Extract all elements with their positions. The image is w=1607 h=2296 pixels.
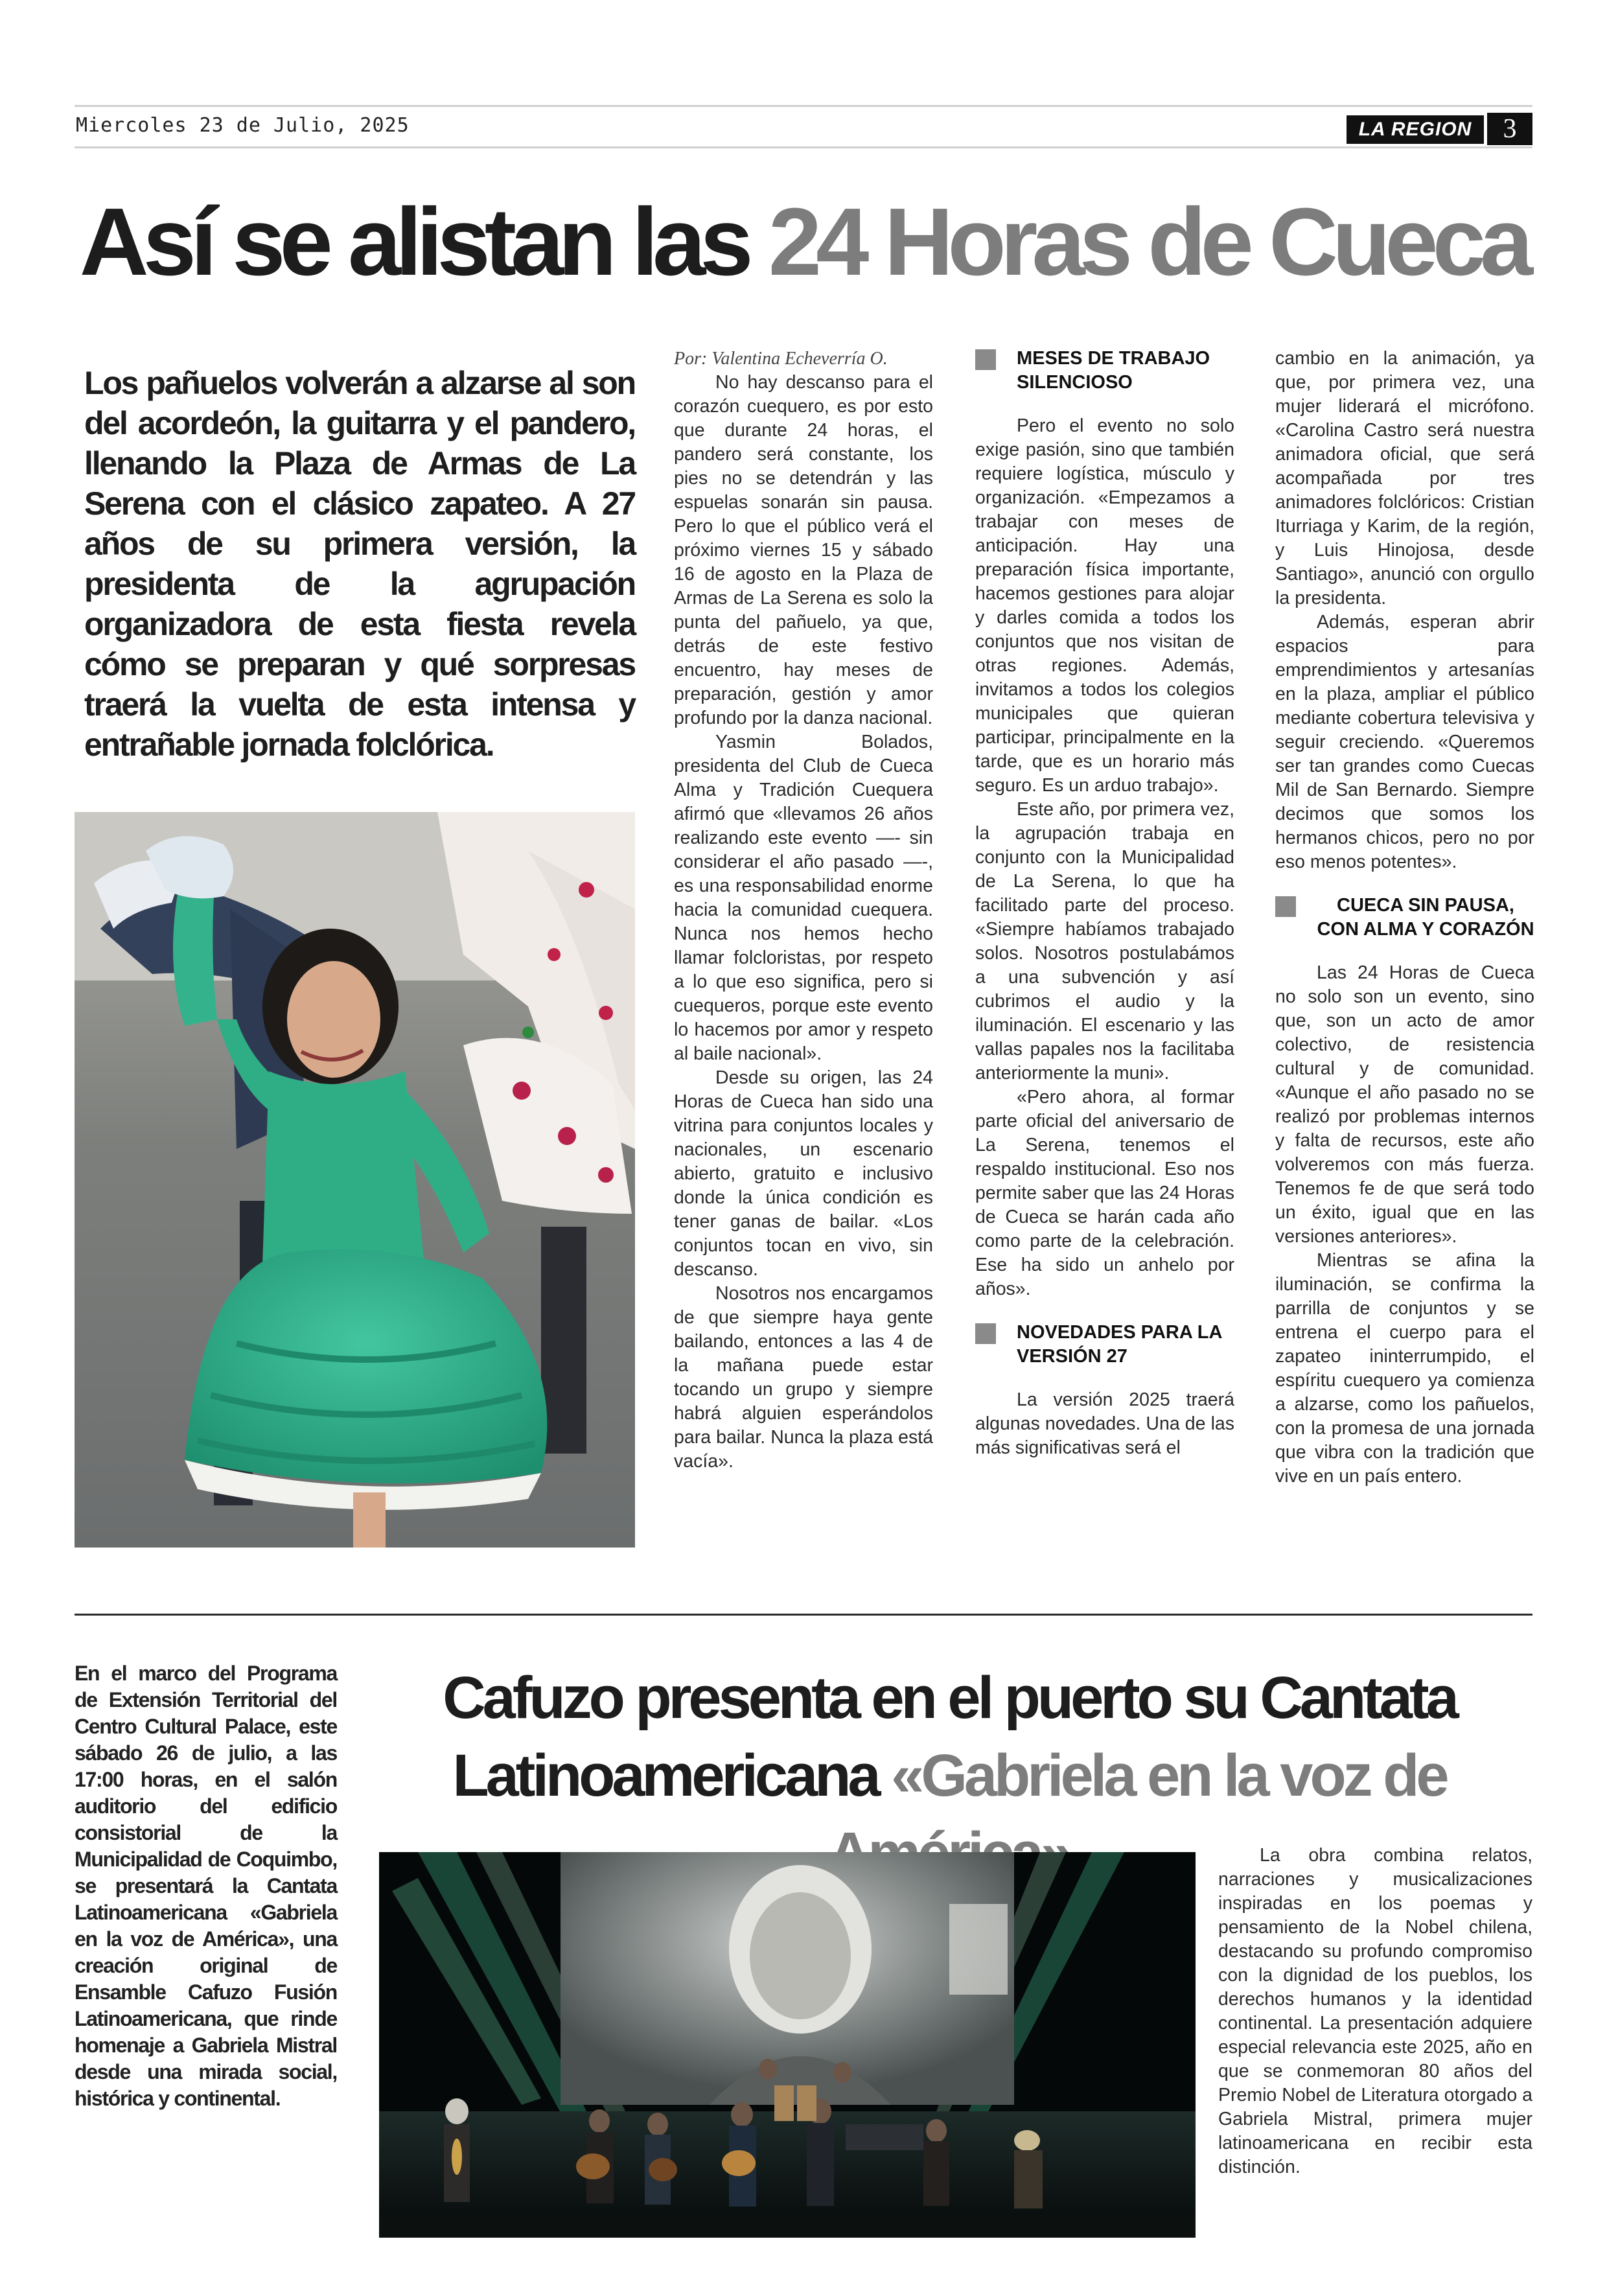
paragraph: Este año, por primera vez, la agrupación trabaja en conjunto con la Municipalidad de La Serena, lo que ha facilitado parte del proceso. «Siempre habíamos trabajado solos. Nosotros postulabámos a una subvención y así cubrimos el audio y la iluminación. El escenario y las vallas papales nos la facilitaba anteriormente la muni». bbox=[975, 799, 1234, 1084]
paragraph: La obra combina relatos, narraciones y musicalizaciones inspiradas en los poemas y pensamiento de la Nobel chilena, destacando su profundo compromiso con la dignidad de los pueblos, los derechos humanos y la identidad continental. La presentación adquiere especial relevancia este 2025, año en que se conmemoran 80 años del Premio Nobel de Literatura otorgado a Gabriela Mistral, primera mujer latinoamericana en recibir esta distinción. bbox=[1218, 1845, 1532, 2177]
subheading-square-icon bbox=[975, 1323, 996, 1344]
paragraph: Desde su origen, las 24 Horas de Cueca han sido una vitrina para conjuntos locales y nacionales, un escenario abierto, gratuito e inclusivo donde la única condición es tener ganas de bailar. «Los conjuntos tocan en vivo, sin descanso. bbox=[674, 1067, 933, 1280]
article-column-1 bbox=[674, 347, 933, 1474]
subheading-text: NOVEDADES PARA LA VERSIÓN 27 bbox=[1017, 1322, 1222, 1367]
page-number: 3 bbox=[1487, 113, 1532, 145]
subheading bbox=[1275, 894, 1534, 942]
article-title-dark: Así se alistan las bbox=[79, 189, 748, 296]
article-lead: Los pañuelos volverán a alzarse al son del acordeón, la guitarra y el pandero, llenando la Plaza de Armas de La Serena con el clásico zapateo. A 27 años de su primera versión, la presidenta de la agrupación organizadora de esta fiesta revela cómo se preparan y qué sorpresas traerá la vuelta de esta intensa y entrañable jornada folclórica. bbox=[84, 365, 635, 763]
subheading-square-icon bbox=[975, 349, 996, 370]
issue-date: Miercoles 23 de Julio, 2025 bbox=[76, 114, 410, 137]
article2-title-dark: Latinoamericana bbox=[452, 1743, 878, 1809]
article-title-grey: 24 Horas de Cueca bbox=[768, 189, 1528, 296]
article2-sidebar: En el marco del Programa de Extensión Territorial del Centro Cultural Palace, este sábado 26 de julio, a las 17:00 horas, en el salón auditorio del edificio consistorial de la Municipalidad de Coquimbo, se presentará la Cantata Latinoamericana «Gabriela en la voz de América», una creación original de Ensamble Cafuzo Fusión Latinoamericana, que rinde homenaje a Gabriela Mistral desde una mirada social, histórica y continental. bbox=[75, 1662, 337, 2110]
subheading-square-icon bbox=[1275, 896, 1296, 917]
paragraph: La versión 2025 traerá algunas novedades. Una de las más significativas será el bbox=[975, 1389, 1234, 1458]
header-top-rule bbox=[75, 105, 1532, 107]
cueca-dancer-photo bbox=[75, 812, 635, 1548]
paragraph: Mientras se afina la iluminación, se confirma la parrilla de conjuntos y se entrena el cuerpo para el zapateo ininterrumpido, el espíritu cuequero ya comienza a alzarse, como los pañuelos, con la promesa de una jornada que vibra con la tradición que vive en un país entero. bbox=[1275, 1250, 1534, 1487]
cantata-stage-photo bbox=[379, 1852, 1196, 2238]
article-title bbox=[75, 189, 1532, 296]
paragraph: «Pero ahora, al formar parte oficial del aniversario de La Serena, tenemos el respaldo institucional. Eso nos permite saber que las 24 Horas de Cueca se harán cada año como parte de la celebración. Ese ha sido un anhelo por años». bbox=[975, 1087, 1234, 1299]
byline: Por: Valentina Echeverría O. bbox=[674, 349, 888, 369]
article-column-2 bbox=[975, 347, 1234, 1460]
paragraph: Nosotros nos encargamos de que siempre haya gente bailando, entonces a las 4 de la mañana puede estar tocando un grupo y siempre habrá alguien esperándolos para bailar. Nunca la plaza está vacía». bbox=[674, 1283, 933, 1472]
article2-title-grey: «Gabriela en la voz de bbox=[891, 1743, 1446, 1809]
article-column-3 bbox=[1275, 347, 1534, 1489]
subheading bbox=[975, 1321, 1234, 1369]
paragraph: Pero el evento no solo exige pasión, sino que también requiere logística, músculo y organización. «Empezamos a trabajar con meses de anticipación. Hay una preparación física importante, hacemos gestiones para alojar y darles comida a todos los conjuntos que nos visitan de otras regiones. Además, invitamos a todos los colegios municipales que quieran participar, principalmente en la tarde, que es un horario más seguro. Es un arduo trabajo». bbox=[975, 415, 1234, 796]
subheading-text: CUECA SIN PAUSA, CON ALMA Y CORAZÓN bbox=[1317, 895, 1534, 940]
paragraph: Además, esperan abrir espacios para emprendimientos y artesanías en la plaza, ampliar el público mediante cobertura televisiva y seguir creciendo. «Queremos ser tan grandes como Cuecas Mil de San Bernardo. Siempre decimos que somos los hermanos chicos, pero no por eso menos potentes». bbox=[1275, 612, 1534, 872]
paragraph: Las 24 Horas de Cueca no solo son un evento, sino que, son un acto de amor colectivo, de resistencia cultural y de comunidad. «Aunque el año pasado no se realizó por problemas internos y falta de recursos, este año volveremos con más fuerza. Tenemos fe de que será todo un éxito, igual que en las versiones anteriores». bbox=[1275, 962, 1534, 1247]
subheading bbox=[975, 347, 1234, 395]
section-divider bbox=[75, 1614, 1532, 1616]
paragraph: Yasmin Bolados, presidenta del Club de Cueca Alma y Tradición Cuequera afirmó que «llevamos 26 años realizando este evento —- sin considerar el año pasado —-, es una responsabilidad enorme hacia la comunidad cuequera. Nunca nos hemos hecho llamar folcloristas, por respeto a lo que eso significa, pero si cuequeros, porque este evento lo hacemos por amor y respeto al baile nacional». bbox=[674, 732, 933, 1064]
subheading-text: MESES DE TRABAJO SILENCIOSO bbox=[1017, 348, 1210, 393]
newspaper-logo: LA REGION bbox=[1347, 115, 1484, 144]
header-bottom-rule bbox=[75, 146, 1532, 148]
paragraph: cambio en la animación, ya que, por primera vez, una mujer liderará el micrófono. «Carolina Castro será nuestra animadora oficial, que será acompañada por tres animadores folclóricos: Cristian Iturriaga y Karim, de la región, y Luis Hinojosa, desde Santiago», anunció con orgullo la presidenta. bbox=[1275, 348, 1534, 609]
paragraph: No hay descanso para el corazón cuequero, es por esto que durante 24 horas, el pandero será constante, los pies no se detendrán y las espuelas sonarán sin pausa. Pero lo que el público verá el próximo viernes 15 y sábado 16 de agosto en la Plaza de Armas de La Serena es solo la punta del pañuelo, ya que, detrás de este festivo encuentro, hay meses de preparación, gestión y amor profundo por la danza nacional. bbox=[674, 372, 933, 728]
article2-title-line1: Cafuzo presenta en el puerto su Cantata bbox=[443, 1665, 1456, 1731]
article2-body bbox=[1218, 1844, 1532, 2179]
